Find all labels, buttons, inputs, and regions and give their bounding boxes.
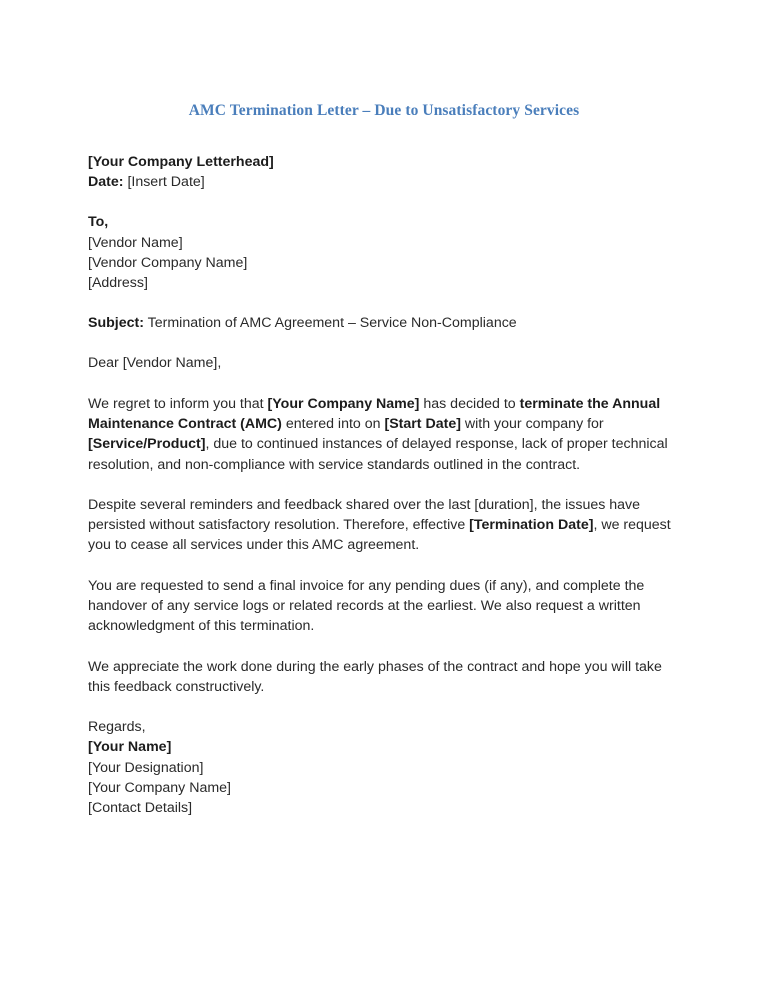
p1-company-placeholder: [Your Company Name]: [267, 395, 420, 412]
spacer: [88, 637, 680, 657]
closing-designation: [Your Designation]: [88, 759, 204, 776]
p1-seg-1: We regret to inform you that: [88, 395, 268, 412]
spacer: [88, 192, 680, 212]
p1-contract-phrase: terminate the Annual Maintenance Contract (AMC): [88, 395, 661, 432]
recipient-block: [88, 212, 680, 293]
subject-line: [88, 313, 680, 333]
date-value-text: [Insert Date]: [127, 174, 205, 191]
recipient-company: [Vendor Company Name]: [88, 254, 248, 271]
spacer: [88, 556, 680, 576]
body-paragraph-3: You are requested to send a final invoice for any pending dues (if any), and complete the handover of any service logs or related records at the earliest. We also request a written acknowledgment of this termination.: [88, 577, 645, 635]
p1-service-placeholder: [Service/Product]: [88, 436, 206, 453]
spacer: [88, 475, 680, 495]
salutation: Dear [Vendor Name],: [88, 355, 222, 372]
closing-company: [Your Company Name]: [88, 779, 231, 796]
recipient-address: [Address]: [88, 275, 148, 292]
body-paragraph-2: [88, 495, 680, 556]
p2-seg-1: Despite several reminders and feedback shared over the last [duration], the issues have persisted without satisfactory resolution. Therefore, effective: [88, 496, 641, 534]
subject-value: Termination of AMC Agreement – Service Non-Compliance: [147, 315, 517, 332]
p1-seg-5: entered into on: [281, 415, 385, 432]
subject-label: Subject:: [88, 315, 144, 332]
closing-name: [Your Name]: [88, 739, 172, 756]
p2-termination-date-placeholder: [Termination Date]: [469, 517, 594, 534]
spacer: [88, 697, 680, 717]
recipient-name: [Vendor Name]: [88, 234, 183, 251]
to-label: To,: [88, 214, 109, 231]
p1-start-date-placeholder: [Start Date]: [384, 415, 461, 432]
company-letterhead: [Your Company Letterhead]: [88, 154, 274, 170]
page-title: AMC Termination Letter – Due to Unsatisfactory Services: [188, 102, 580, 119]
p1-seg-3: has decided to: [419, 395, 520, 412]
spacer: [88, 374, 680, 394]
p2-seg-3: , we request you to cease all services under this AMC agreement.: [88, 517, 671, 554]
body-paragraph-1: [88, 394, 680, 475]
closing-regards: Regards,: [88, 719, 146, 736]
date-label: Date:: [88, 174, 124, 191]
p1-seg-9: , due to continued instances of delayed response, lack of proper technical resolution, and non-compliance with service standards outlined in the contract.: [88, 436, 668, 473]
closing-contact: [Contact Details]: [88, 800, 193, 816]
spacer: [88, 333, 680, 353]
spacer: [88, 293, 680, 313]
p1-seg-7: with your company for: [460, 415, 604, 432]
body-paragraph-4: We appreciate the work done during the early phases of the contract and hope you will take this feedback constructively.: [88, 658, 662, 695]
date-line: [88, 172, 680, 192]
letterhead-block: [88, 152, 680, 192]
signature-block: [88, 717, 680, 818]
